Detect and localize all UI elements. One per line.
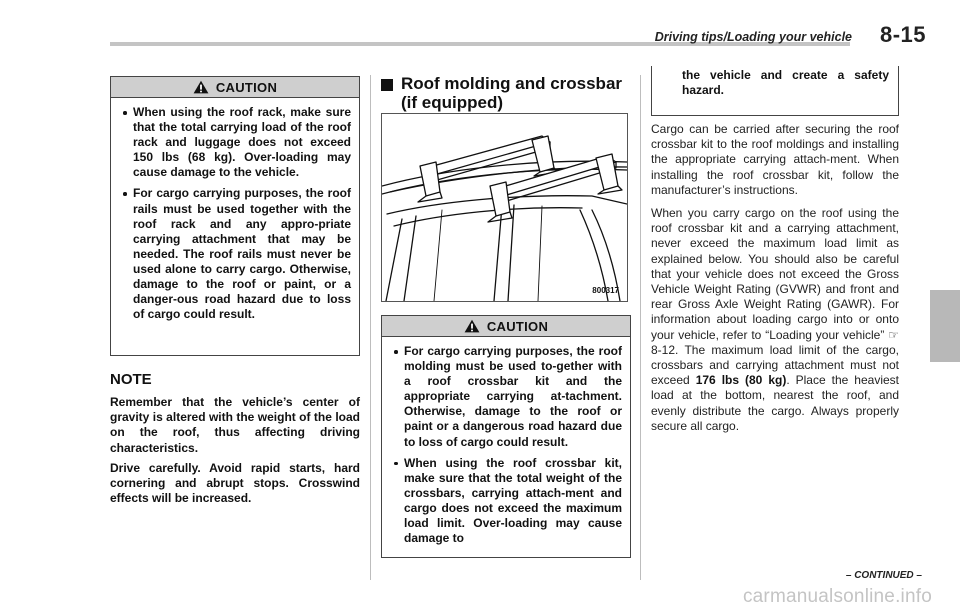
continued-label: – CONTINUED – [845,570,922,581]
note-heading: NOTE [110,371,152,388]
body-paragraph: Cargo can be carried after securing the roof crossbar kit to the roof moldings and installing the appropriate carrying attach-ment. When installing the roof crossbar kit, follow the manufacturer’s instructions. [651,122,899,197]
body-text-run: When you carry cargo on the roof using the roof crossbar kit and a carrying attachment, never exceed the maximum load limit as explained below. You should also be careful that your vehicle does not exceed the Gross Vehicle Weight Rating (GVWR) and front and rear Gross Axle Weight Rating (GAWR). For information about loading cargo into or onto your vehicle, refer to “Loading your vehicle” ☞8-12. The maximum load limit of the cargo, crossbars and carrying attachment must not exceed [651,206,899,388]
load-limit-value: 176 lbs (80 kg) [695,373,787,388]
roof-crossbar-figure [381,113,628,302]
note-paragraph: Remember that the vehicle’s center of gravity is altered with the weight of the load on the roof, thus affecting driving characteristics. [110,395,360,455]
caution-header [111,77,359,98]
body-text [651,122,899,442]
caution-item: For cargo carrying purposes, the roof molding must be used to-gether with a roof crossbar kit and the appropriate carrying at-tachment. Otherwise, damage to the roof or paint or a dangerous road hazard due to loss of cargo could result. [392,344,622,450]
caution-continued-text: the vehicle and create a safety hazard. [682,68,889,98]
caution-title: CAUTION [486,318,549,334]
watermark: carmanualsonline.info [742,586,932,607]
caution-list [382,337,630,558]
note-paragraph: Drive carefully. Avoid rapid starts, hard cornering and abrupt stops. Crosswind effects will be increased. [110,460,360,506]
section-heading-text: Roof molding and crossbar (if equipped) [401,74,623,112]
caution-item: When using the roof rack, make sure that the total carrying load of the roof rack and luggage does not exceed 150 lbs (68 kg). Over-loading may cause damage to the vehicle. [121,105,351,180]
chapter-tab [930,290,960,362]
caution-item: For cargo carrying purposes, the roof rails must be used together with the roof rack and any appro-priate carrying attachment that may be needed. The roof rails must never be used alone to carry cargo. Otherwise, damage to the roof or paint, or a danger-ous road hazard due to loss of cargo could result. [121,186,351,322]
section-heading [381,74,631,112]
warning-triangle-icon [193,80,209,94]
column-divider [370,75,371,580]
caution-item: When using the roof crossbar kit, make sure that the total weight of the crossbars, carrying attach-ment and cargo does not exceed the maximum load limit. Over-loading may cause damage to [392,456,622,547]
caution-title: CAUTION [215,79,278,95]
caution-list [111,98,359,334]
caution-box-continued [651,66,899,116]
caution-box-roof-molding [381,315,631,558]
section-title: Driving tips/Loading your vehicle [654,30,852,44]
body-text-run: . Place the heaviest load at the bottom, nearest the roof, and evenly distribute the cargo. Always properly secure all cargo. [651,373,899,433]
page-number: 8-15 [879,22,926,47]
section-marker-icon [381,79,393,91]
warning-triangle-icon [464,319,480,333]
figure-code: 800317 [592,286,619,295]
note-body [110,395,360,511]
caution-header [382,316,630,337]
roof-crossbar-illustration [382,114,627,301]
column-divider [640,75,641,580]
body-paragraph [651,206,899,434]
caution-box-roof-rack [110,76,360,356]
